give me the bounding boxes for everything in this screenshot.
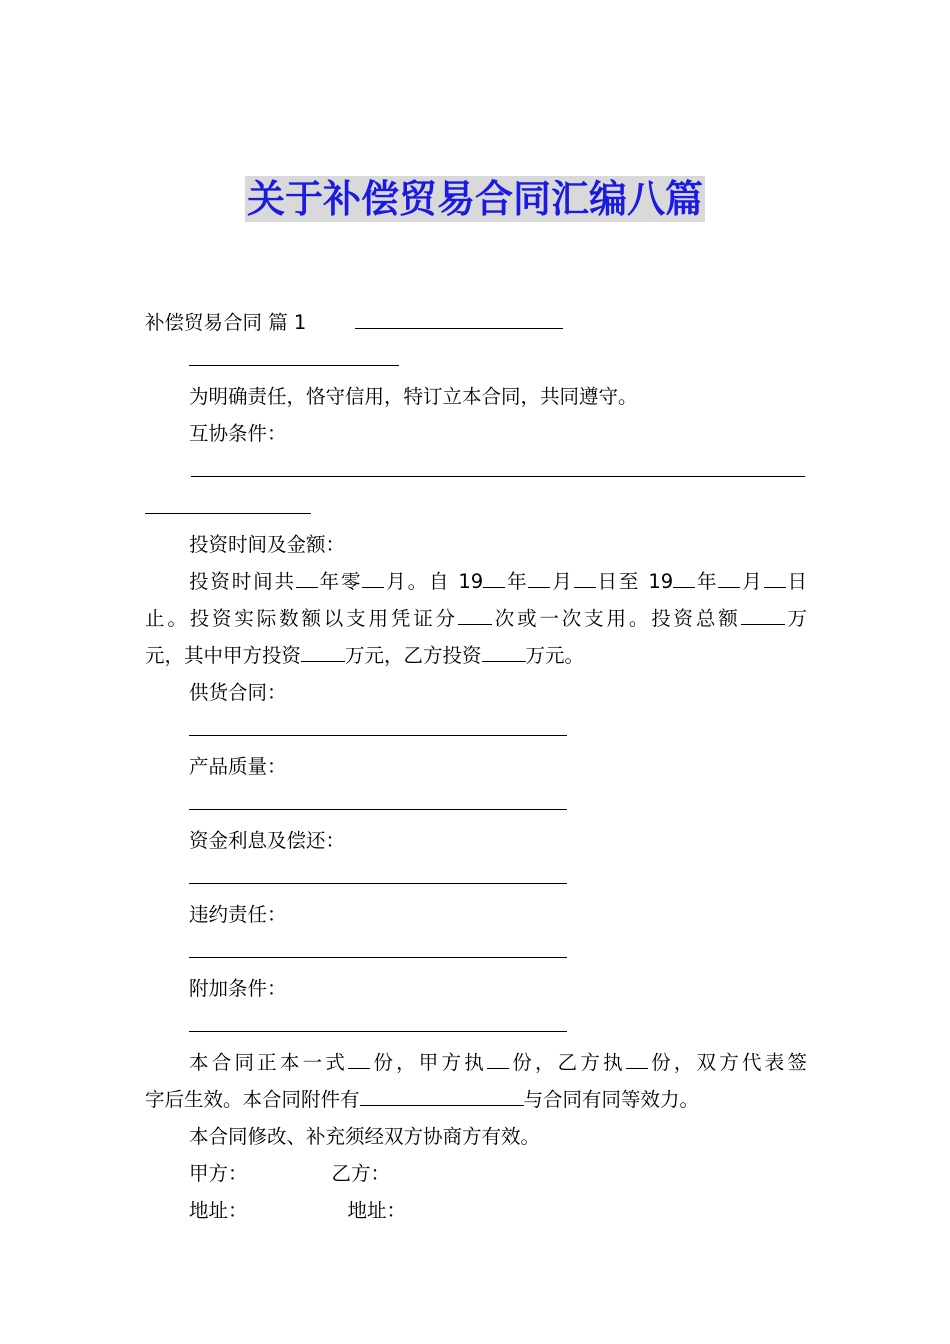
investment-line-1: 投资时间共 年零 月。自 19 年 月 日至 19 年 月 日 bbox=[145, 563, 807, 600]
document-title-wrapper bbox=[0, 176, 950, 222]
blank-line bbox=[189, 863, 567, 884]
quality-label: 产品质量： bbox=[189, 755, 287, 778]
intro-paragraph: 为明确责任，恪守信用，特订立本合同，共同遵守。 bbox=[189, 385, 638, 408]
parties-line bbox=[145, 1155, 807, 1192]
blank-line-row bbox=[145, 785, 807, 822]
address-a-label: 地址： bbox=[189, 1199, 248, 1222]
liability-label: 违约责任： bbox=[189, 903, 287, 926]
blank-line bbox=[355, 308, 563, 329]
party-b-label: 乙方： bbox=[331, 1162, 391, 1185]
address-b-label: 地址： bbox=[347, 1199, 407, 1222]
blank-line-row bbox=[145, 933, 807, 970]
section-heading: 补偿贸易合同 篇 1 bbox=[145, 311, 307, 334]
copies-line-2: 字后生效。本合同附件有 与合同有同等效力。 bbox=[145, 1081, 807, 1118]
blank-line-row bbox=[145, 452, 807, 489]
blank-line bbox=[189, 937, 567, 958]
blank-line bbox=[189, 345, 399, 366]
amendment-paragraph: 本合同修改、补充须经双方协商方有效。 bbox=[189, 1125, 541, 1148]
blank-line bbox=[189, 789, 567, 810]
supply-label: 供货合同： bbox=[189, 681, 287, 704]
investment-label: 投资时间及金额： bbox=[189, 533, 346, 556]
address-line bbox=[145, 1192, 807, 1229]
copies-line-1: 本合同正本一式 份，甲方执 份，乙方执 份，双方代表签 bbox=[145, 1044, 807, 1081]
blank-line-row bbox=[145, 1007, 807, 1044]
party-a-label: 甲方： bbox=[189, 1162, 248, 1185]
blank-line bbox=[189, 1011, 567, 1032]
blank-line-row bbox=[145, 341, 807, 378]
section-heading-line bbox=[145, 304, 807, 341]
mutual-conditions-label: 互协条件： bbox=[189, 422, 287, 445]
additional-label: 附加条件： bbox=[189, 977, 287, 1000]
blank-line bbox=[145, 493, 311, 514]
blank-line-row bbox=[145, 711, 807, 748]
blank-line-row bbox=[145, 489, 807, 526]
investment-line-2: 止。投资实际数额以支用凭证分 次或一次支用。投资总额 万 bbox=[145, 600, 807, 637]
blank-line bbox=[191, 456, 805, 477]
document-title: 关于补偿贸易合同汇编八篇 bbox=[246, 177, 703, 221]
blank-line bbox=[189, 715, 567, 736]
interest-label: 资金利息及偿还： bbox=[189, 829, 346, 852]
investment-line-3: 元，其中甲方投资 万元，乙方投资 万元。 bbox=[145, 637, 807, 674]
document-body bbox=[145, 304, 807, 1229]
blank-line-row bbox=[145, 859, 807, 896]
